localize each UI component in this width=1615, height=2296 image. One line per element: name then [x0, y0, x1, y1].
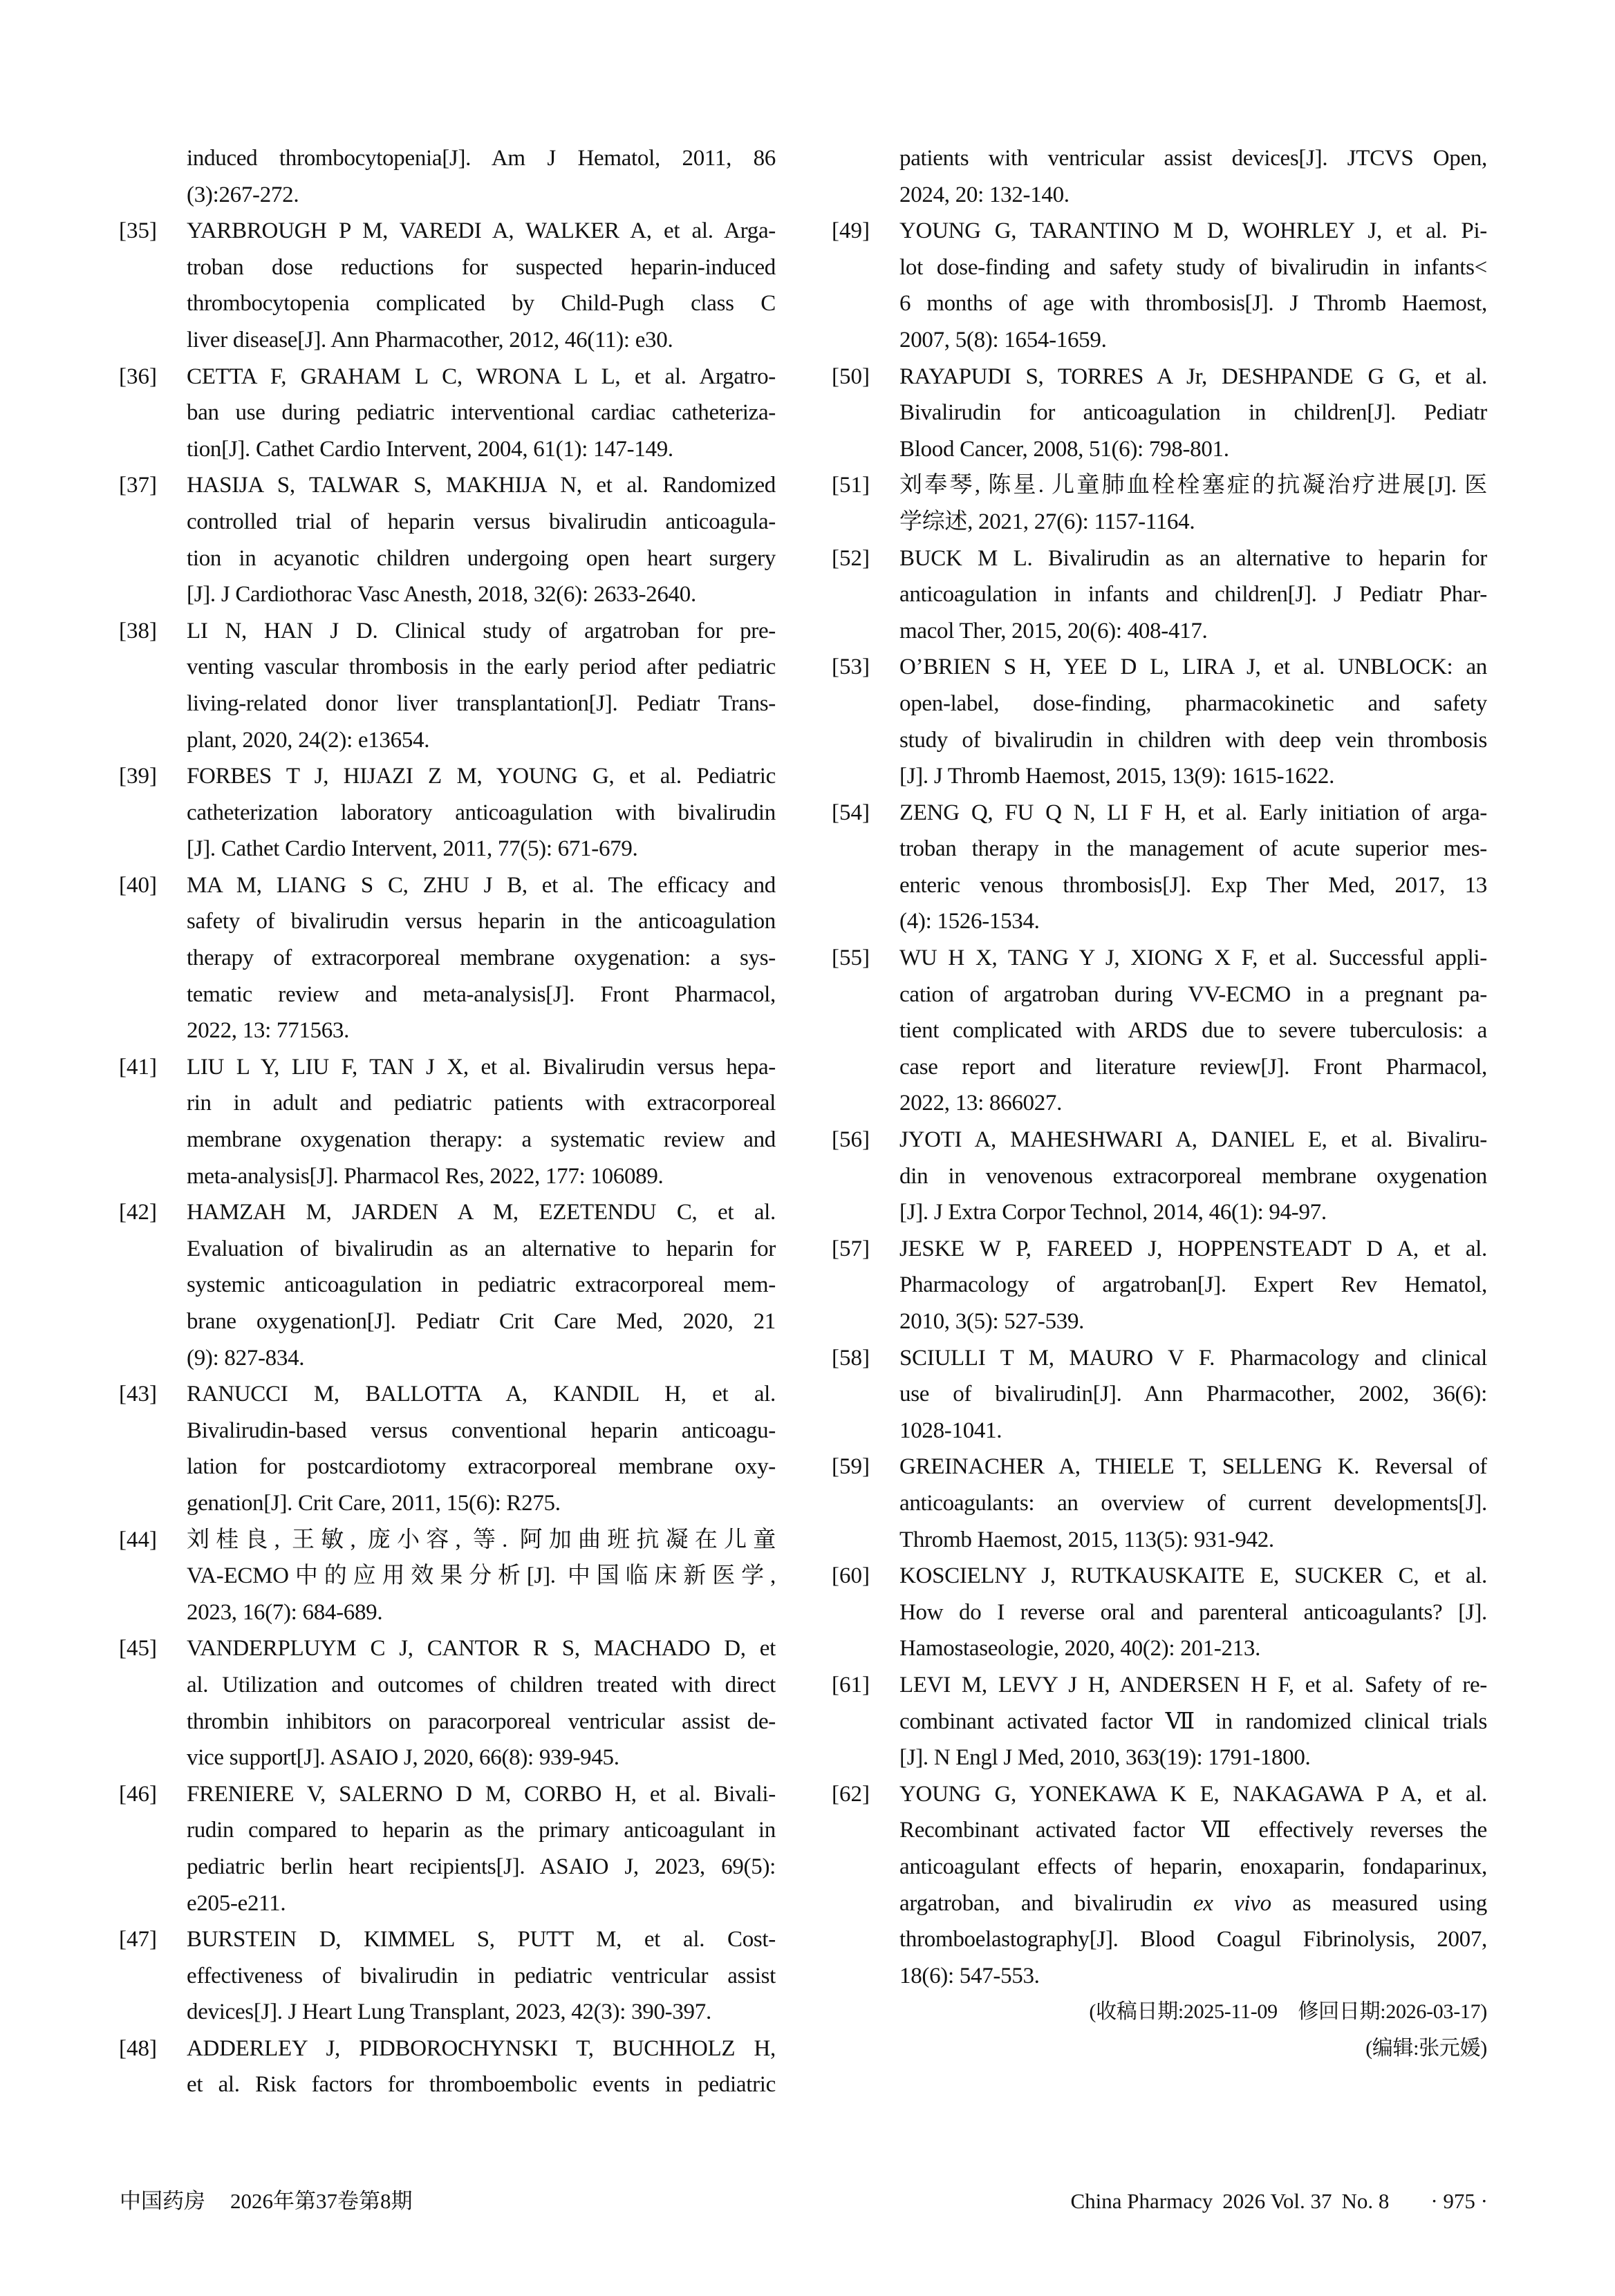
reference-line: 2022, 13: 866027.: [899, 1091, 1063, 1116]
reference-text: [187, 1376, 776, 1521]
reference-item: [119, 867, 776, 1049]
reference-continuation: [832, 140, 1488, 213]
reference-line: din in venovenous extracorporeal membrane oxygenation: [899, 1163, 1487, 1189]
reference-line: YOUNG G, TARANTINO M D, WOHRLEY J, et al. Pi-: [899, 218, 1487, 244]
reference-number: [58]: [832, 1345, 870, 1371]
reference-line: VANDERPLUYM C J, CANTOR R S, MACHADO D, et: [187, 1636, 776, 1662]
reference-item: [832, 1776, 1488, 1995]
reference-line: systemic anticoagulation in pediatric extracorporeal mem-: [187, 1272, 776, 1298]
reference-text: [899, 1340, 1487, 1449]
reference-line: living-related donor liver transplantation[J]. Pediatr Trans-: [187, 690, 776, 716]
right-column: [832, 140, 1488, 2067]
reference-line: Blood Cancer, 2008, 51(6): 798-801.: [899, 436, 1229, 462]
reference-item: [119, 1921, 776, 2031]
reference-line: O’BRIEN S H, YEE D L, LIRA J, et al. UNBLOCK: an: [899, 655, 1487, 680]
reference-line: JESKE W P, FAREED J, HOPPENSTEADT D A, et al.: [899, 1236, 1487, 1261]
reference-item: [832, 1558, 1488, 1667]
reference-item: [119, 1194, 776, 1376]
reference-line: open-label, dose-finding, pharmacokinetic and safety: [899, 690, 1487, 716]
reference-number: [51]: [832, 473, 870, 498]
reference-line: HASIJA S, TALWAR S, MAKHIJA N, et al. Randomized: [187, 473, 776, 498]
reference-line: ZENG Q, FU Q N, LI F H, et al. Early initiation of arga-: [899, 800, 1487, 825]
reference-item: [832, 1122, 1488, 1231]
reference-text: [187, 613, 776, 758]
reference-item: [119, 1522, 776, 1631]
reference-number: [49]: [832, 218, 870, 244]
reference-line: cation of argatroban during VV-ECMO in a pregnant pa-: [899, 981, 1487, 1007]
received-revised-dates: (收稿日期:2025-11-09 修回日期:2026-03-17): [1089, 2000, 1487, 2024]
reference-number: [54]: [832, 800, 870, 825]
reference-number: [52]: [832, 545, 870, 571]
reference-line: FORBES T J, HIJAZI Z M, YOUNG G, et al. Pediatric: [187, 764, 776, 789]
reference-line: troban therapy in the management of acute superior mes-: [899, 836, 1487, 862]
reference-line: (3):267-272.: [187, 182, 299, 207]
reference-line: tient complicated with ARDS due to severe tuberculosis: a: [899, 1018, 1487, 1044]
reference-line: al. Utilization and outcomes of children treated with direct: [187, 1672, 776, 1697]
reference-item: [119, 467, 776, 612]
reference-line: venting vascular thrombosis in the early period after pediatric: [187, 655, 776, 680]
reference-text: [187, 467, 776, 612]
reference-line: anticoagulation in infants and children[J]. J Pediatr Phar-: [899, 582, 1487, 608]
reference-line: vice support[J]. ASAIO J, 2020, 66(8): 939-945.: [187, 1745, 619, 1771]
reference-number: [50]: [832, 364, 870, 389]
reference-line: [J]. J Cardiothorac Vasc Anesth, 2018, 32(6): 2633-2640.: [187, 582, 696, 608]
reference-line: LIU L Y, LIU F, TAN J X, et al. Bivalirudin versus hepa-: [187, 1054, 776, 1080]
reference-line: [899, 1885, 1487, 1922]
footer-journal-en: China Pharmacy: [1070, 2189, 1213, 2213]
article-notes: [832, 1994, 1488, 2067]
reference-number: [42]: [119, 1200, 157, 1225]
reference-line: RAYAPUDI S, TORRES A Jr, DESHPANDE G G, et al.: [899, 364, 1487, 389]
reference-line: genation[J]. Crit Care, 2011, 15(6): R275.: [187, 1490, 561, 1516]
reference-text: [899, 359, 1487, 468]
footer-number-en: No. 8: [1341, 2189, 1390, 2213]
reference-line: therapy of extracorporeal membrane oxygenation: a sys-: [187, 945, 776, 971]
reference-line: 刘桂良, 王敏, 庞小容, 等. 阿加曲班抗凝在儿童: [187, 1527, 776, 1552]
text-segment: as measured using: [1271, 1890, 1487, 1916]
reference-line: CETTA F, GRAHAM L C, WRONA L L, et al. Argatro-: [187, 364, 776, 389]
reference-text: [187, 2031, 776, 2103]
reference-line: Bivalirudin for anticoagulation in children[J]. Pediatr: [899, 400, 1487, 426]
reference-line: MA M, LIANG S C, ZHU J B, et al. The efficacy and: [187, 872, 776, 898]
reference-line: VA-ECMO中的应用效果分析[J]. 中国临床新医学,: [187, 1563, 776, 1589]
reference-text: [899, 1122, 1487, 1231]
reference-number: [60]: [832, 1563, 870, 1589]
reference-line: 2024, 20: 132-140.: [899, 182, 1070, 207]
reference-line: Bivalirudin-based versus conventional heparin anticoagu-: [187, 1418, 776, 1443]
reference-number: [37]: [119, 473, 157, 498]
reference-line: LI N, HAN J D. Clinical study of argatroban for pre-: [187, 618, 776, 643]
reference-line: tematic review and meta-analysis[J]. Front Pharmacol,: [187, 981, 776, 1007]
reference-line: BUCK M L. Bivalirudin as an alternative to heparin for: [899, 545, 1487, 571]
reference-number: [39]: [119, 764, 157, 789]
reference-line: 2007, 5(8): 1654-1659.: [899, 327, 1107, 352]
editor-note: (编辑:张元媛): [1365, 2036, 1487, 2060]
reference-line: catheterization laboratory anticoagulation with bivalirudin: [187, 800, 776, 825]
reference-line: (4): 1526-1534.: [899, 909, 1040, 934]
reference-line: controlled trial of heparin versus bivalirudin anticoagula-: [187, 509, 776, 534]
reference-line: case report and literature review[J]. Front Pharmacol,: [899, 1054, 1487, 1080]
reference-item: [832, 467, 1488, 540]
reference-line: effectiveness of bivalirudin in pediatric ventricular assist: [187, 1963, 776, 1988]
reference-item: [119, 1376, 776, 1521]
reference-text: [899, 1558, 1487, 1667]
reference-line: YOUNG G, YONEKAWA K E, NAKAGAWA P A, et al.: [899, 1781, 1487, 1807]
reference-line: use of bivalirudin[J]. Ann Pharmacother, 2002, 36(6):: [899, 1382, 1487, 1407]
reference-number: [44]: [119, 1527, 157, 1552]
reference-line: rin in adult and pediatric patients with extracorporeal: [187, 1091, 776, 1116]
reference-item: [119, 1049, 776, 1194]
reference-line: RANUCCI M, BALLOTTA A, KANDIL H, et al.: [187, 1382, 776, 1407]
reference-item: [119, 613, 776, 758]
reference-item: [832, 1340, 1488, 1449]
reference-text: [899, 649, 1487, 794]
reference-number: [38]: [119, 618, 157, 643]
reference-text: [187, 867, 776, 1049]
reference-line: macol Ther, 2015, 20(6): 408-417.: [899, 618, 1208, 643]
reference-continuation: [119, 140, 776, 213]
reference-line: tion in acyanotic children undergoing open heart surgery: [187, 545, 776, 571]
reference-line: ADDERLEY J, PIDBOROCHYNSKI T, BUCHHOLZ H,: [187, 2035, 776, 2061]
reference-line: safety of bivalirudin versus heparin in the anticoagulation: [187, 909, 776, 934]
reference-text: [187, 1921, 776, 2031]
reference-number: [36]: [119, 364, 157, 389]
footer-left: [120, 2187, 413, 2215]
reference-line: 1028-1041.: [899, 1418, 1002, 1443]
reference-line: lation for postcardiotomy extracorporeal membrane oxy-: [187, 1454, 776, 1480]
reference-line: plant, 2020, 24(2): e13654.: [187, 727, 430, 753]
reference-line: 刘奉琴, 陈星. 儿童肺血栓栓塞症的抗凝治疗进展[J]. 医: [899, 473, 1487, 498]
page-number: · 975 ·: [1430, 2189, 1488, 2213]
reference-line: 学综述, 2021, 27(6): 1157-1164.: [899, 509, 1195, 534]
reference-line: thromboelastography[J]. Blood Coagul Fibrinolysis, 2007,: [899, 1927, 1487, 1952]
reference-text: [187, 1049, 776, 1194]
reference-line: 2010, 3(5): 527-539.: [899, 1309, 1085, 1334]
reference-line: thrombocytopenia complicated by Child-Pugh class C: [187, 291, 776, 317]
reference-line: membrane oxygenation therapy: a systematic review and: [187, 1127, 776, 1153]
reference-line: FRENIERE V, SALERNO D M, CORBO H, et al. Bivali-: [187, 1781, 776, 1807]
reference-line: devices[J]. J Heart Lung Transplant, 2023, 42(3): 390-397.: [187, 1999, 711, 2025]
footer-journal-cn: 中国药房: [120, 2189, 205, 2213]
reference-text: [187, 213, 776, 358]
reference-item: [832, 1231, 1488, 1340]
reference-item: [832, 940, 1488, 1122]
reference-line: meta-analysis[J]. Pharmacol Res, 2022, 177: 106089.: [187, 1163, 664, 1189]
footer-issue-cn: 2026年第37卷第8期: [230, 2189, 413, 2213]
reference-text: [187, 1776, 776, 1921]
reference-line: How do I reverse oral and parenteral anticoagulants? [J].: [899, 1599, 1487, 1625]
reference-number: [53]: [832, 655, 870, 680]
reference-line: SCIULLI T M, MAURO V F. Pharmacology and clinical: [899, 1345, 1487, 1371]
reference-line: [J]. N Engl J Med, 2010, 363(19): 1791-1800.: [899, 1745, 1311, 1771]
reference-text: [899, 1667, 1487, 1776]
reference-line: patients with ventricular assist devices[J]. JTCVS Open,: [899, 146, 1487, 171]
reference-line: BURSTEIN D, KIMMEL S, PUTT M, et al. Cost-: [187, 1927, 776, 1952]
reference-text: [899, 213, 1487, 358]
reference-item: [832, 540, 1488, 650]
reference-line: enteric venous thrombosis[J]. Exp Ther Med, 2017, 13: [899, 872, 1487, 898]
reference-number: [61]: [832, 1672, 870, 1697]
reference-item: [119, 2031, 776, 2103]
reference-line: anticoagulants: an overview of current developments[J].: [899, 1490, 1487, 1516]
reference-line: Hamostaseologie, 2020, 40(2): 201-213.: [899, 1636, 1261, 1662]
reference-item: [832, 213, 1488, 358]
reference-line: [J]. J Extra Corpor Technol, 2014, 46(1): 94-97.: [899, 1200, 1327, 1225]
reference-text: [187, 359, 776, 468]
reference-line: study of bivalirudin in children with deep vein thrombosis: [899, 727, 1487, 753]
reference-line: 2023, 16(7): 684-689.: [187, 1599, 383, 1625]
reference-item: [119, 758, 776, 867]
reference-item: [832, 795, 1488, 940]
reference-line: KOSCIELNY J, RUTKAUSKAITE E, SUCKER C, et al.: [899, 1563, 1487, 1589]
reference-line: Pharmacology of argatroban[J]. Expert Rev Hematol,: [899, 1272, 1487, 1298]
reference-number: [59]: [832, 1454, 870, 1480]
reference-item: [119, 1776, 776, 1921]
reference-text: [899, 1776, 1487, 1995]
reference-item: [832, 649, 1488, 794]
reference-text: [187, 1522, 776, 1631]
reference-line: tion[J]. Cathet Cardio Intervent, 2004, 61(1): 147-149.: [187, 436, 673, 462]
reference-number: [35]: [119, 218, 157, 244]
reference-item: [832, 359, 1488, 468]
reference-line: troban dose reductions for suspected heparin-induced: [187, 254, 776, 280]
reference-number: [55]: [832, 945, 870, 971]
reference-text: [899, 1449, 1487, 1558]
reference-line: 6 months of age with thrombosis[J]. J Thromb Haemost,: [899, 291, 1487, 317]
reference-line: WU H X, TANG Y J, XIONG X F, et al. Successful appli-: [899, 945, 1487, 971]
left-column: [119, 140, 776, 2103]
reference-text: [899, 140, 1487, 213]
reference-line: ban use during pediatric interventional cardiac catheteriza-: [187, 400, 776, 426]
reference-line: anticoagulant effects of heparin, enoxaparin, fondaparinux,: [899, 1854, 1487, 1879]
reference-text: [899, 467, 1487, 540]
reference-number: [43]: [119, 1382, 157, 1407]
text-segment: argatroban, and bivalirudin: [899, 1890, 1193, 1916]
reference-line: HAMZAH M, JARDEN A M, EZETENDU C, et al.: [187, 1200, 776, 1225]
reference-line: GREINACHER A, THIELE T, SELLENG K. Reversal of: [899, 1454, 1487, 1480]
reference-line: rudin compared to heparin as the primary anticoagulant in: [187, 1818, 776, 1843]
reference-number: [47]: [119, 1927, 157, 1952]
reference-item: [832, 1667, 1488, 1776]
reference-number: [48]: [119, 2035, 157, 2061]
reference-item: [832, 1449, 1488, 1558]
reference-item: [119, 213, 776, 358]
reference-text: [187, 140, 776, 213]
reference-text: [187, 1630, 776, 1776]
reference-line: combinant activated factor Ⅶ in randomized clinical trials: [899, 1709, 1487, 1734]
footer-issue-en: 2026 Vol. 37: [1222, 2189, 1332, 2213]
reference-line: pediatric berlin heart recipients[J]. ASAIO J, 2023, 69(5):: [187, 1854, 776, 1879]
reference-line: liver disease[J]. Ann Pharmacother, 2012, 46(11): e30.: [187, 327, 673, 352]
reference-line: Evaluation of bivalirudin as an alternative to heparin for: [187, 1236, 776, 1261]
reference-number: [57]: [832, 1236, 870, 1261]
reference-text: [187, 1194, 776, 1376]
reference-number: [40]: [119, 872, 157, 898]
reference-line: YARBROUGH P M, VAREDI A, WALKER A, et al. Arga-: [187, 218, 776, 244]
reference-line: e205-e211.: [187, 1890, 286, 1916]
reference-number: [62]: [832, 1781, 870, 1807]
reference-number: [56]: [832, 1127, 870, 1153]
reference-line: et al. Risk factors for thromboembolic events in pediatric: [187, 2072, 776, 2098]
reference-line: (9): 827-834.: [187, 1345, 305, 1371]
reference-text: [899, 795, 1487, 940]
reference-line: [J]. Cathet Cardio Intervent, 2011, 77(5): 671-679.: [187, 836, 638, 862]
reference-item: [119, 1630, 776, 1776]
footer-right: [1070, 2187, 1488, 2215]
reference-text: [899, 940, 1487, 1122]
reference-line: 2022, 13: 771563.: [187, 1018, 350, 1044]
reference-line: JYOTI A, MAHESHWARI A, DANIEL E, et al. Bivaliru-: [899, 1127, 1487, 1153]
reference-number: [46]: [119, 1781, 157, 1807]
reference-line: 18(6): 547-553.: [899, 1963, 1040, 1988]
reference-line: lot dose-finding and safety study of bivalirudin in infants<: [899, 254, 1487, 280]
reference-line: Thromb Haemost, 2015, 113(5): 931-942.: [899, 1527, 1274, 1552]
reference-number: [45]: [119, 1636, 157, 1662]
reference-line: LEVI M, LEVY J H, ANDERSEN H F, et al. Safety of re-: [899, 1672, 1487, 1697]
reference-number: [41]: [119, 1054, 157, 1080]
reference-text: [187, 758, 776, 867]
reference-item: [119, 359, 776, 468]
italic-phrase: ex vivo: [1193, 1890, 1271, 1916]
reference-line: induced thrombocytopenia[J]. Am J Hematol, 2011, 86: [187, 146, 776, 171]
reference-text: [899, 1231, 1487, 1340]
reference-line: brane oxygenation[J]. Pediatr Crit Care Med, 2020, 21: [187, 1309, 776, 1334]
reference-text: [899, 540, 1487, 650]
reference-line: Recombinant activated factor Ⅶ effectively reverses the: [899, 1818, 1487, 1843]
reference-line: [J]. J Thromb Haemost, 2015, 13(9): 1615-1622.: [899, 764, 1335, 789]
reference-line: thrombin inhibitors on paracorporeal ventricular assist de-: [187, 1709, 776, 1734]
